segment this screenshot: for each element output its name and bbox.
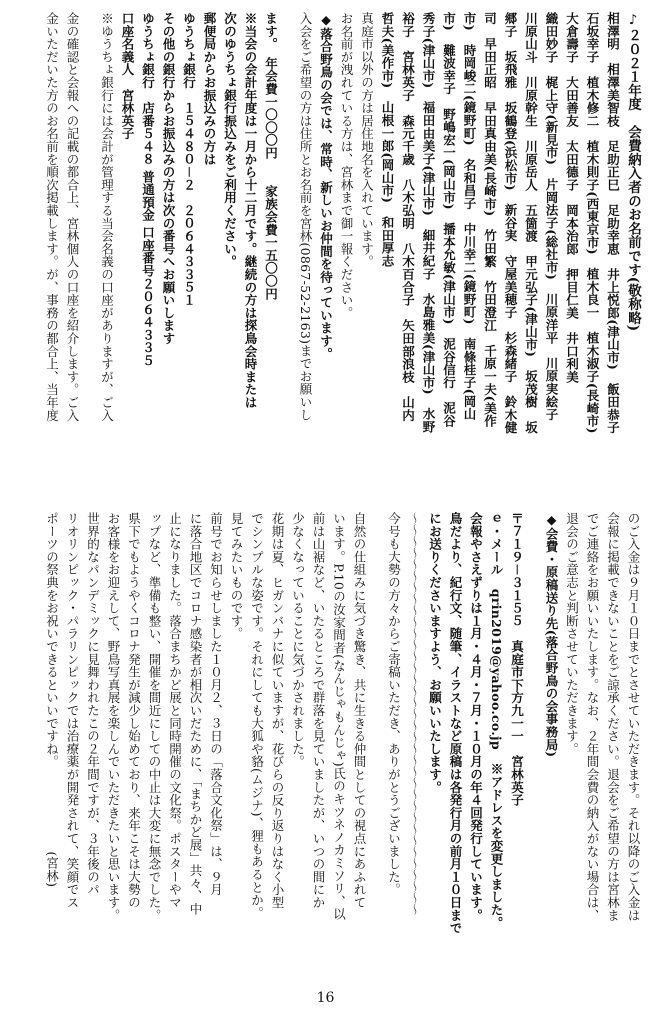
editorial-line: 県下でもようやくコロナ発生が減少し始めており、来年こそは大勢の <box>126 512 142 909</box>
editorial-line: 鳥だより、紀行文、随筆、イラストなど原稿は各発行月の前月１０日まで <box>448 512 463 935</box>
editorial-line: ～～～～～～～～～～～～～～～～～～～～～～～～～～～～～～～～～～～ <box>407 512 422 915</box>
member-list-line: 郷子 坂飛雅 坂鶴登(浜松市) 新谷実 守屋美穂子 杉森緒子 鈴木健 <box>503 12 518 435</box>
member-list-line: ◆落合野鳥の会では、常時、新しいお仲間を待っています。 <box>318 12 334 361</box>
member-list-line: 市) 時岡峻二(鏡野町) 名和昌子 中川幸二(鏡野町) 南條桂子(岡山 <box>462 12 477 421</box>
member-list-line: 金いただいた方のお名前を順次掲載します。が、事務の都合上、当年度 <box>44 12 60 422</box>
member-list-line: ゆうちょ銀行 １５４８０－２ ２０６４３３５１ <box>181 12 197 307</box>
member-list-line: 入会をご希望の方は住所とお名前を宮林(0867-52-2163)までお願いし <box>298 12 313 422</box>
member-list-line: 織田妙子 梶上守(新見市) 片岡法子(総社市) 川原洋平 川原実絵子 <box>544 12 559 421</box>
member-list-line: ます。 年会費一〇〇〇円 家族会費一五〇〇円 <box>263 12 279 301</box>
editorial-line: います。P.10の汝家間者(なんじゃもんじゃ)氏のキツネノカミソリ、以 <box>331 512 347 921</box>
editorial-line: 自然の仕組みに気づき驚き、共に生きる仲間としての視点にあふれて <box>352 512 367 909</box>
member-list-line: その他の銀行からお振込みの方は次の番号へお願いします <box>161 12 176 345</box>
member-list-line: 真庭市以外の方は居住地名を入れています。 <box>359 12 375 268</box>
editorial-line: 止になりました。落合まちかど展と同時開催の文化祭。ポスターやマ <box>167 512 183 909</box>
member-list-line: お名前が洩れている方は、宮林まで御一報ください。 <box>339 12 354 320</box>
member-list-line: 口座名義人 宮林英子 <box>120 12 135 140</box>
editorial-line: ◆会費・原稿送り先(落合野鳥の会事務局) <box>544 512 559 758</box>
editorial-line: 少なくなっていることに気づかされました。 <box>290 512 306 768</box>
editorial-line: 今号も大勢の方々からご寄稿いただき、ありがとうございました。 <box>386 512 402 896</box>
editorial-line: 前号でお知らせしました１０月２、３日の「落合文化祭」は、９月 <box>208 512 224 896</box>
member-list-line: 司 早田正昭 早田真由美(長崎市) 竹田繁 竹田澄江 千原一夫(美作 <box>482 12 498 428</box>
editorial-line: でご連絡をお願いいたします。なお、２年間会費の納入がない場合は、 <box>585 512 600 922</box>
member-list-line: 郵便局からお振込みの方は <box>202 12 217 166</box>
editorial-line: 会報やさえずりは１月・４月・７月・１０月の年４回発行しています。 <box>468 512 484 922</box>
member-list-line: 川原山斗 川原幹生 川原岳人 五箇渡 甲元弘子(津山市) 坂茂樹 坂 <box>523 12 539 435</box>
member-list-line: ※当会の会計年度は一月から十二月です。継続の方は探鳥会時または <box>243 12 258 409</box>
member-list-line: 市) 難波幸子 野嶋宏一(岡山市) 播本允敏(津山市) 泥谷信行 泥谷 <box>441 12 457 428</box>
editorial-line: 〒７１９－３１５５ 真庭市下方九一一 宮林英子 <box>509 512 525 807</box>
editorial-line: でシンプルな姿です。それにしても大狐や貉(ムジナ)、狸もあるとか。 <box>249 512 265 920</box>
member-list-line: 金の確認と会報への記載の都合上、宮林個人の口座を紹介します。ご入 <box>65 12 80 422</box>
editorial-line: 花期は夏、ヒガンバナに似ていますが、花びらの反り返りはなく小型 <box>270 512 285 909</box>
member-list-line: ※ゆうちょ銀行には会計が管理する当会名義の口座がありますが、ご入 <box>99 12 115 422</box>
editorial-line: のご入金は９月１０日までとさせていただきます。それ以降のご入金は <box>626 512 641 922</box>
member-list-line: 次のゆうちょ銀行振込みをご利用ください。 <box>222 12 238 268</box>
editorial-line: 世界的なパンデミックに見舞われたこの２年間ですが、３年後のパ <box>85 512 101 896</box>
member-list-line: 裕子 宮林英子 森元千歳 八木弘明 八木百合子 矢田部浪枝 山内 <box>400 12 416 422</box>
editorial-line: ｅ・メール qrin2019@yahoo.co.jp ※アドレスを変更しました。 <box>489 512 504 930</box>
editorial-line: に落合地区でコロナ感染者が相次いだために、「まちかど展」共々、中 <box>188 512 203 916</box>
member-list-line: 大倉壽子 大田善友 太田德子 岡本治郎 押目仁美 井口利美 <box>564 12 580 384</box>
editorial-line: にお送りくださいますよう、お願いいたします。 <box>427 512 443 794</box>
page-number: 16 <box>316 990 335 1006</box>
member-list-line: ♪２０２１年度 会費納入者のお名前です(敬称略) <box>625 12 641 332</box>
editorial-line: 会報に掲載できないことをご諒承ください。退会をご希望の方は宮林ま <box>605 512 621 922</box>
member-list-section <box>8 12 643 492</box>
editorial-line: リオリンピック・パラリンピックでは治療薬が開発されて、笑顔でス <box>65 512 80 909</box>
member-list-line: 相澤明 相澤美智枝 足助正巳 足助幸恵 井上悦郎(津山市) 飯田恭子 <box>605 12 621 435</box>
editorial-line: 退会のご意志と判断させていただきます。 <box>564 512 580 756</box>
member-list-line: 哲夫(美作市) 山根一郎(岡山市) 和田厚志 <box>380 12 395 268</box>
editorial-line: 前は山裾など、いたるところで群落を見ていましたが、いつの間にか <box>311 512 326 909</box>
editorial-line: 見てみたいものです。 <box>229 512 244 640</box>
member-list-line: 石坂幸子 植木修二 植木則子(西東京市) 植木良一 植木淑子(長崎市) <box>585 12 600 434</box>
editorial-line: ップなど、準備も整い、開催を間近にしての中止は大変に無念でした。 <box>147 512 162 922</box>
member-list-line: 秀子(津山市) 福田由美子(津山市) 細井紀子 水島雅美(津山市) 水野 <box>421 12 436 434</box>
member-list-line: ゆうちょ銀行 店番５４８ 普通預金 口座番号２０６４３３５ <box>140 12 156 367</box>
editorial-line: お客様をお迎えして、野鳥写真展を楽しんでいただきたいと思います。 <box>106 512 121 922</box>
editorial-section <box>8 512 643 988</box>
editorial-line: ポーツの祭典をお祝いできるといいですね。 (宮林) <box>44 512 60 888</box>
